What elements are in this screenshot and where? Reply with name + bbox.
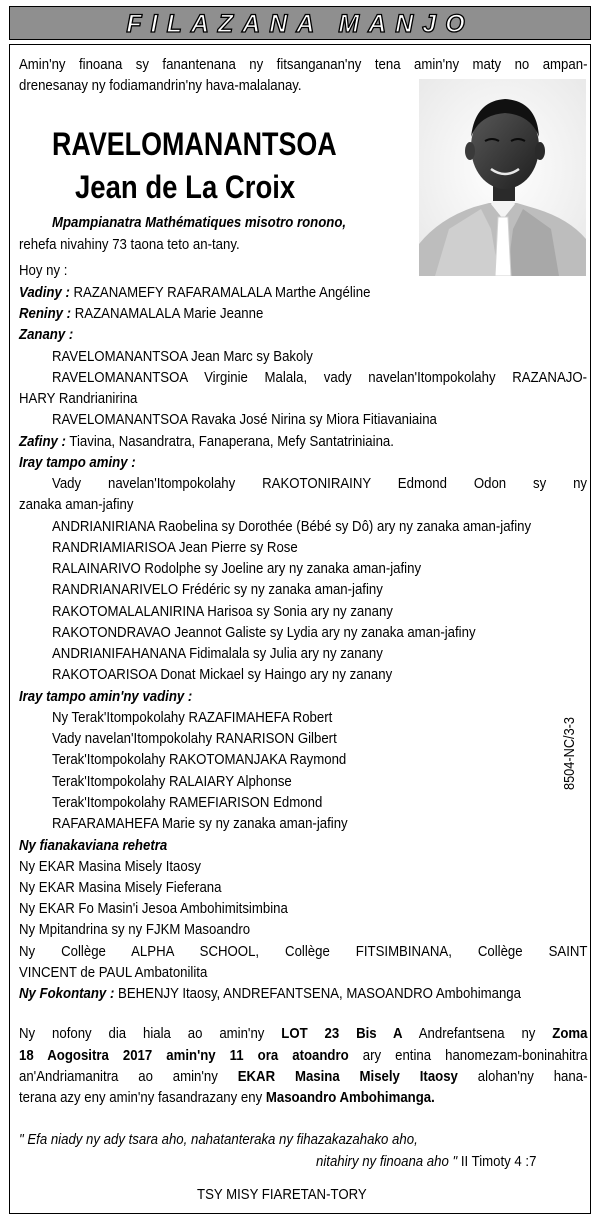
burial-day: Zoma — [552, 1025, 588, 1042]
burial-place: Masoandro Ambohimanga. — [265, 1089, 435, 1106]
burial-line-2 — [19, 1046, 587, 1066]
iray-tampo-vadiny-label: Iray tampo amin'ny vadiny : — [19, 688, 193, 705]
reference-code: 8504-NC/3-3 — [561, 716, 578, 790]
burial-text: Ny nofony dia hiala ao amin'ny — [19, 1025, 282, 1042]
fianakaviana-line: Ny EKAR Fo Masin'i Jesoa Ambohimitsimbina — [19, 900, 288, 917]
portrait-image — [419, 79, 586, 276]
fokontany-label: Ny Fokontany : — [19, 985, 115, 1002]
intro-line-2: drenesanay ny fodiamandrin'ny hava-malalanay. — [19, 77, 302, 94]
iray-tampo-line: RAKOTOARISOA Donat Mickael sy Haingo ary ny zanany — [52, 666, 393, 683]
zanany-line: HARY Randrianirina — [19, 390, 138, 407]
burial-lot: LOT 23 Bis A — [281, 1025, 403, 1042]
iray-tampo-line: RAKOTONDRAVAO Jeannot Galiste sy Lydia ary ny zanaka aman-jafiny — [52, 624, 476, 641]
burial-line-1 — [19, 1024, 587, 1044]
deceased-surname: RAVELOMANANTSOA — [52, 126, 337, 162]
zanany-line: RAVELOMANANTSOA Virginie Malala, vady navelan'Itompokolahy RAZANAJO- — [52, 369, 588, 386]
zanany-label: Zanany : — [19, 326, 74, 343]
fianakaviana-line: Ny Collège ALPHA SCHOOL, Collège FITSIMBINANA, Collège SAINT — [19, 943, 588, 960]
reniny-label: Reniny : — [19, 305, 72, 322]
iray-tampo-label: Iray tampo aminy : — [19, 454, 136, 471]
reniny-row — [19, 304, 263, 324]
reniny-text: RAZANAMALALA Marie Jeanne — [71, 305, 264, 322]
zafiny-label: Zafiny : — [19, 433, 66, 450]
iray-tampo-line: RALAINARIVO Rodolphe sy Joeline ary ny zanaka aman-jafiny — [52, 560, 422, 577]
vadiny-label: Vadiny : — [19, 284, 70, 301]
header-title: FILAZANA MANJO — [126, 10, 474, 38]
iray-tampo-line: RAKOTOMALALANIRINA Harisoa sy Sonia ary ny zanany — [52, 603, 393, 620]
fokontany-text: BEHENJY Itaosy, ANDREFANTSENA, MASOANDRO Ambohimanga — [114, 985, 521, 1002]
burial-line-4 — [19, 1088, 435, 1108]
fokontany-row — [19, 984, 521, 1004]
hoy-ny-label: Hoy ny : — [19, 262, 68, 279]
quote-text: nitahiry ny finoana aho " — [316, 1153, 458, 1170]
fianakaviana-line: Ny EKAR Masina Misely Fieferana — [19, 879, 222, 896]
vadiny-row — [19, 283, 370, 303]
iray-tampo-line: zanaka aman-jafiny — [19, 496, 134, 513]
burial-text: an'Andriamanitra ao amin'ny — [19, 1068, 238, 1085]
iray-tampo-vadiny-line: Terak'Itompokolahy RALAIARY Alphonse — [52, 773, 292, 790]
quote-line-1: " Efa niady ny ady tsara aho, nahatanteraka ny fihazakazahako aho, — [19, 1131, 418, 1148]
iray-tampo-line: ANDRIANIRIANA Raobelina sy Dorothée (Bébé sy Dô) ary ny zanaka aman-jafiny — [52, 518, 532, 535]
zafiny-text: Tiavina, Nasandratra, Fanaperana, Mefy Santatriniaina. — [65, 433, 394, 450]
iray-tampo-line: RANDRIANARIVELO Frédéric sy ny zanaka aman-jafiny — [52, 581, 383, 598]
intro-line-1: Amin'ny finoana sy fanantenana ny fitsanganan'ny tena amin'ny maty no ampan- — [19, 56, 588, 73]
iray-tampo-line: Vady navelan'Itompokolahy RAKOTONIRAINY Edmond Odon sy ny — [52, 475, 588, 492]
burial-text: Andrefantsena ny — [402, 1025, 553, 1042]
burial-text: ary entina hanomezam-boninahitra — [348, 1047, 588, 1064]
iray-tampo-vadiny-line: Ny Terak'Itompokolahy RAZAFIMAHEFA Robert — [52, 709, 333, 726]
iray-tampo-vadiny-line: Vady navelan'Itompokolahy RANARISON Gilbert — [52, 730, 337, 747]
deceased-given-names: Jean de La Croix — [75, 169, 296, 205]
burial-text: alohan'ny hana- — [457, 1068, 588, 1085]
portrait-photo — [419, 79, 586, 276]
fianakaviana-label: Ny fianakaviana rehetra — [19, 837, 168, 854]
iray-tampo-vadiny-line: Terak'Itompokolahy RAMEFIARISON Edmond — [52, 794, 323, 811]
quote-line-2 — [316, 1152, 536, 1172]
fianakaviana-line: VINCENT de PAUL Ambatonilita — [19, 964, 208, 981]
closing-line: TSY MISY FIARETAN-TORY — [197, 1186, 367, 1203]
deceased-age-line: rehefa nivahiny 73 taona teto an-tany. — [19, 236, 240, 253]
vadiny-text: RAZANAMEFY RAFARAMALALA Marthe Angéline — [69, 284, 371, 301]
zafiny-row — [19, 432, 394, 452]
iray-tampo-vadiny-line: Terak'Itompokolahy RAKOTOMANJAKA Raymond — [52, 751, 347, 768]
zanany-line: RAVELOMANANTSOA Jean Marc sy Bakoly — [52, 348, 313, 365]
iray-tampo-vadiny-line: RAFARAMAHEFA Marie sy ny zanaka aman-jafiny — [52, 815, 348, 832]
fianakaviana-line: Ny EKAR Masina Misely Itaosy — [19, 858, 201, 875]
iray-tampo-line: ANDRIANIFAHANANA Fidimalala sy Julia ary ny zanany — [52, 645, 383, 662]
iray-tampo-line: RANDRIAMIARISOA Jean Pierre sy Rose — [52, 539, 298, 556]
deceased-title: Mpampianatra Mathématiques misotro ronono, — [52, 214, 347, 231]
burial-text: terana azy eny amin'ny fasandrazany eny — [19, 1089, 266, 1106]
burial-date: 18 Aogositra 2017 amin'ny 11 ora atoandro — [19, 1047, 349, 1064]
quote-reference: II Timoty 4 :7 — [457, 1153, 537, 1170]
burial-church: EKAR Masina Misely Itaosy — [237, 1068, 458, 1085]
zanany-line: RAVELOMANANTSOA Ravaka José Nirina sy Miora Fitiavaniaina — [52, 411, 437, 428]
burial-line-3 — [19, 1067, 587, 1087]
fianakaviana-line: Ny Mpitandrina sy ny FJKM Masoandro — [19, 921, 251, 938]
header-banner — [9, 6, 591, 40]
